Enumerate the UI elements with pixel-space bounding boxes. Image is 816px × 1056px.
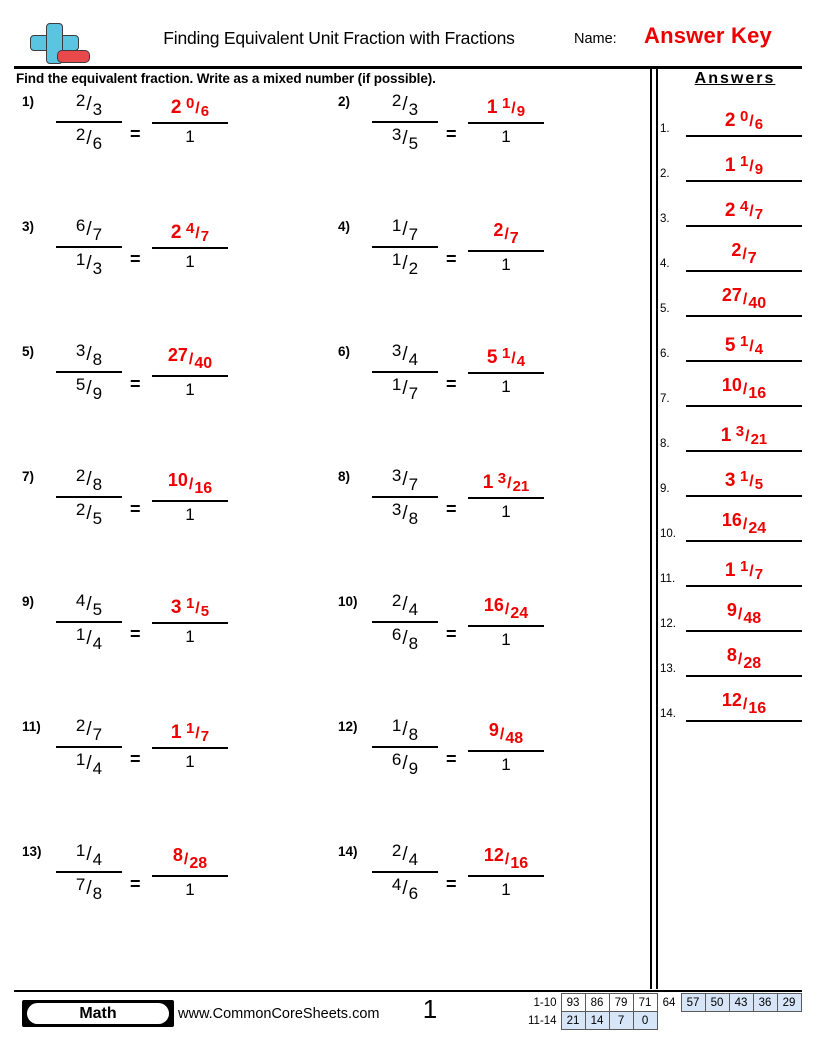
complex-fraction-denominator: 2/6	[75, 125, 103, 153]
answer-index: 10.	[660, 528, 676, 540]
complex-fraction	[372, 842, 438, 902]
score-row-1-label: 1-10	[533, 996, 557, 1009]
answer-denominator: 1	[185, 752, 195, 771]
complex-fraction	[372, 592, 438, 652]
answer-fraction	[468, 721, 544, 775]
answer-numerator: 9/48	[488, 720, 524, 747]
answers-panel	[660, 70, 810, 722]
equals-sign: =	[446, 874, 457, 894]
answer-numerator: 5 1/4	[486, 345, 526, 370]
problem-number: 8)	[338, 469, 351, 484]
equals-sign: =	[446, 624, 457, 644]
answer-row-11	[660, 542, 810, 587]
complex-fraction-numerator: 2/4	[391, 591, 419, 619]
complex-fraction-denominator: 6/9	[391, 750, 419, 778]
complex-fraction-denominator: 4/6	[391, 875, 419, 903]
equals-sign: =	[130, 874, 141, 894]
score-row-1	[528, 994, 801, 1012]
answer-numerator: 16/24	[483, 595, 529, 622]
answer-fraction	[152, 346, 228, 400]
answer-index: 14.	[660, 708, 676, 720]
fraction-bar	[372, 621, 438, 623]
equals-sign: =	[446, 374, 457, 394]
answer-value: 27/40	[721, 285, 767, 312]
answer-index: 6.	[660, 348, 670, 360]
answer-denominator: 1	[185, 127, 195, 146]
score-cell-empty	[729, 1012, 753, 1030]
complex-fraction-denominator: 2/5	[75, 500, 103, 528]
fraction-bar	[152, 375, 228, 377]
answer-fraction	[152, 471, 228, 525]
answer-index: 8.	[660, 438, 670, 450]
complex-fraction	[56, 717, 122, 777]
score-cell-empty	[777, 1012, 801, 1030]
complex-fraction-numerator: 2/7	[75, 716, 103, 744]
fraction-bar	[468, 750, 544, 752]
answer-denominator: 1	[501, 377, 511, 396]
page-number: 1	[422, 994, 438, 1024]
score-cell: 43	[729, 994, 753, 1012]
fraction-bar	[56, 621, 122, 623]
answer-value: 2 0/6	[724, 108, 764, 133]
equals-sign: =	[130, 499, 141, 519]
fraction-bar	[152, 875, 228, 877]
fraction-bar	[372, 246, 438, 248]
complex-fraction-numerator: 2/8	[75, 466, 103, 494]
fraction-bar	[152, 247, 228, 249]
answer-value: 12/16	[721, 690, 767, 717]
answer-index: 9.	[660, 483, 670, 495]
answer-denominator: 1	[501, 255, 511, 274]
complex-fraction-numerator: 2/3	[391, 91, 419, 119]
complex-fraction-numerator: 3/4	[391, 341, 419, 369]
answer-fraction	[152, 846, 228, 900]
fraction-bar	[56, 121, 122, 123]
score-cell: 71	[633, 994, 657, 1012]
complex-fraction-denominator: 6/8	[391, 625, 419, 653]
answer-denominator: 1	[501, 880, 511, 899]
subject-badge	[22, 1000, 174, 1027]
fraction-bar	[372, 121, 438, 123]
problem-number: 3)	[22, 219, 35, 234]
answer-row-3	[660, 182, 810, 227]
problem-row	[14, 842, 644, 967]
answer-index: 7.	[660, 393, 670, 405]
complex-fraction-numerator: 2/3	[75, 91, 103, 119]
worksheet-header	[14, 22, 802, 66]
fraction-bar	[152, 122, 228, 124]
complex-fraction-denominator: 5/9	[75, 375, 103, 403]
complex-fraction-denominator: 1/7	[391, 375, 419, 403]
answer-row-14	[660, 677, 810, 722]
complex-fraction-numerator: 6/7	[75, 216, 103, 244]
problem-row	[14, 92, 644, 217]
complex-fraction-denominator: 1/4	[75, 750, 103, 778]
equals-sign: =	[446, 249, 457, 269]
problem-number: 7)	[22, 469, 35, 484]
subject-label: Math	[27, 1003, 169, 1024]
problem-number: 6)	[338, 344, 351, 359]
equals-sign: =	[130, 124, 141, 144]
answer-value: 3 1/5	[724, 468, 764, 493]
score-cell-empty	[657, 1012, 681, 1030]
answer-numerator: 2 4/7	[170, 220, 210, 245]
problem-number: 10)	[338, 594, 358, 609]
fraction-bar	[372, 371, 438, 373]
score-cell: 50	[705, 994, 729, 1012]
fraction-bar	[468, 122, 544, 124]
site-url: www.CommonCoreSheets.com	[178, 1006, 380, 1022]
complex-fraction-denominator: 1/4	[75, 625, 103, 653]
score-cell: 64	[657, 994, 681, 1012]
answer-row-6	[660, 317, 810, 362]
problem-row	[14, 217, 644, 342]
answer-denominator: 1	[185, 505, 195, 524]
answer-value: 2/7	[731, 240, 757, 267]
vertical-divider-right	[656, 69, 658, 989]
complex-fraction-denominator: 3/8	[391, 500, 419, 528]
answer-numerator: 1 3/21	[482, 470, 530, 495]
complex-fraction-denominator: 1/3	[75, 250, 103, 278]
answer-row-4	[660, 227, 810, 272]
problem-number: 1)	[22, 94, 35, 109]
answer-index: 4.	[660, 258, 670, 270]
problem-number: 11)	[22, 719, 41, 734]
score-cell: 57	[681, 994, 705, 1012]
complex-fraction-numerator: 1/4	[75, 841, 103, 869]
answer-numerator: 27/40	[167, 345, 213, 372]
answer-denominator: 1	[501, 755, 511, 774]
score-row-2	[528, 1012, 801, 1030]
answer-fraction	[468, 221, 544, 275]
fraction-bar	[468, 250, 544, 252]
problem-grid	[14, 92, 644, 967]
answer-fraction	[152, 721, 228, 772]
answer-row-12	[660, 587, 810, 632]
fraction-bar	[152, 622, 228, 624]
answer-denominator: 1	[185, 627, 195, 646]
answer-numerator: 2/7	[493, 220, 519, 247]
score-cell: 79	[609, 994, 633, 1012]
problem-row	[14, 717, 644, 842]
complex-fraction-numerator: 2/4	[391, 841, 419, 869]
score-row-2-label: 11-14	[528, 1014, 557, 1027]
answer-row-7	[660, 362, 810, 407]
vertical-divider-left	[650, 69, 652, 989]
answer-denominator: 1	[185, 880, 195, 899]
answer-fraction	[468, 346, 544, 397]
score-cell: 36	[753, 994, 777, 1012]
answer-fraction	[468, 96, 544, 147]
answer-key-label: Answer Key	[644, 23, 772, 48]
complex-fraction-denominator: 3/5	[391, 125, 419, 153]
score-cell: 7	[609, 1012, 633, 1030]
fraction-bar	[372, 871, 438, 873]
complex-fraction	[372, 217, 438, 277]
fraction-bar	[56, 746, 122, 748]
problem-number: 5)	[22, 344, 35, 359]
answers-heading: Answers	[694, 70, 776, 87]
answer-value: 10/16	[721, 375, 767, 402]
plus-minus-logo-icon	[24, 22, 96, 66]
complex-fraction-denominator: 1/2	[391, 250, 419, 278]
score-cell: 14	[585, 1012, 609, 1030]
answers-list	[660, 92, 810, 722]
score-table-grid	[528, 993, 802, 1030]
answer-numerator: 12/16	[483, 845, 529, 872]
answer-denominator: 1	[501, 630, 511, 649]
answer-value: 1 3/21	[720, 423, 768, 448]
complex-fraction	[56, 92, 122, 152]
fraction-bar	[56, 871, 122, 873]
problem-number: 4)	[338, 219, 351, 234]
answer-fraction	[152, 96, 228, 147]
answer-index: 11.	[660, 573, 676, 585]
score-cell: 0	[633, 1012, 657, 1030]
complex-fraction	[56, 217, 122, 277]
complex-fraction-numerator: 1/8	[391, 716, 419, 744]
answer-fraction	[152, 596, 228, 647]
answer-numerator: 1 1/7	[170, 720, 210, 745]
score-table	[528, 993, 802, 1030]
answer-value: 5 1/4	[724, 333, 764, 358]
answer-value: 1 1/7	[724, 558, 764, 583]
answer-row-5	[660, 272, 810, 317]
footer-divider	[14, 990, 802, 992]
answer-index: 13.	[660, 663, 676, 675]
answer-numerator: 1 1/9	[486, 95, 526, 120]
fraction-bar	[468, 625, 544, 627]
answer-numerator: 3 1/5	[170, 595, 210, 620]
header-divider	[14, 66, 802, 69]
answer-index: 2.	[660, 168, 670, 180]
fraction-bar	[468, 372, 544, 374]
answer-row-13	[660, 632, 810, 677]
answer-value: 1 1/9	[724, 153, 764, 178]
complex-fraction	[372, 467, 438, 527]
answer-value: 2 4/7	[724, 198, 764, 223]
answer-underline	[686, 720, 802, 722]
answer-index: 5.	[660, 303, 670, 315]
complex-fraction	[372, 92, 438, 152]
answer-value: 16/24	[721, 510, 767, 537]
answer-row-1	[660, 92, 810, 137]
equals-sign: =	[130, 749, 141, 769]
equals-sign: =	[130, 249, 141, 269]
complex-fraction	[56, 342, 122, 402]
name-label: Name:	[574, 31, 617, 47]
problem-number: 2)	[338, 94, 351, 109]
score-cell: 29	[777, 994, 801, 1012]
instruction-text: Find the equivalent fraction. Write as a mixed number (if possible).	[16, 71, 436, 86]
score-cell: 93	[561, 994, 585, 1012]
answer-denominator: 1	[185, 252, 195, 271]
complex-fraction-numerator: 3/7	[391, 466, 419, 494]
answer-row-10	[660, 497, 810, 542]
fraction-bar	[372, 496, 438, 498]
answer-denominator: 1	[185, 380, 195, 399]
answer-index: 3.	[660, 213, 670, 225]
fraction-bar	[56, 371, 122, 373]
equals-sign: =	[446, 499, 457, 519]
complex-fraction	[372, 717, 438, 777]
complex-fraction-numerator: 3/8	[75, 341, 103, 369]
answer-denominator: 1	[501, 127, 511, 146]
score-cell-empty	[753, 1012, 777, 1030]
problem-number: 9)	[22, 594, 35, 609]
complex-fraction	[372, 342, 438, 402]
fraction-bar	[468, 875, 544, 877]
answer-numerator: 10/16	[167, 470, 213, 497]
answer-numerator: 8/28	[172, 845, 208, 872]
fraction-bar	[56, 496, 122, 498]
complex-fraction-denominator: 7/8	[75, 875, 103, 903]
answer-numerator: 2 0/6	[170, 95, 210, 120]
problem-number: 13)	[22, 844, 42, 859]
score-cell: 86	[585, 994, 609, 1012]
problem-number: 12)	[338, 719, 358, 734]
fraction-bar	[152, 500, 228, 502]
fraction-bar	[372, 746, 438, 748]
complex-fraction-numerator: 4/5	[75, 591, 103, 619]
equals-sign: =	[130, 374, 141, 394]
answer-row-8	[660, 407, 810, 452]
problem-row	[14, 342, 644, 467]
equals-sign: =	[130, 624, 141, 644]
score-cell-empty	[681, 1012, 705, 1030]
complex-fraction	[56, 842, 122, 902]
problem-number: 14)	[338, 844, 358, 859]
answer-row-9	[660, 452, 810, 497]
answer-value: 9/48	[726, 600, 762, 627]
fraction-bar	[56, 246, 122, 248]
answer-row-2	[660, 137, 810, 182]
problem-row	[14, 592, 644, 717]
complex-fraction-numerator: 1/7	[391, 216, 419, 244]
answer-index: 12.	[660, 618, 676, 630]
complex-fraction	[56, 592, 122, 652]
score-cell-empty	[705, 1012, 729, 1030]
answer-fraction	[468, 596, 544, 650]
score-cell: 21	[561, 1012, 585, 1030]
answer-fraction	[468, 471, 544, 522]
answer-value: 8/28	[726, 645, 762, 672]
equals-sign: =	[446, 749, 457, 769]
fraction-bar	[152, 747, 228, 749]
answer-index: 1.	[660, 123, 670, 135]
answer-denominator: 1	[501, 502, 511, 521]
equals-sign: =	[446, 124, 457, 144]
fraction-bar	[468, 497, 544, 499]
answer-fraction	[152, 221, 228, 272]
complex-fraction	[56, 467, 122, 527]
page-title: Finding Equivalent Unit Fraction with Fractions	[163, 28, 515, 48]
answer-fraction	[468, 846, 544, 900]
problem-row	[14, 467, 644, 592]
